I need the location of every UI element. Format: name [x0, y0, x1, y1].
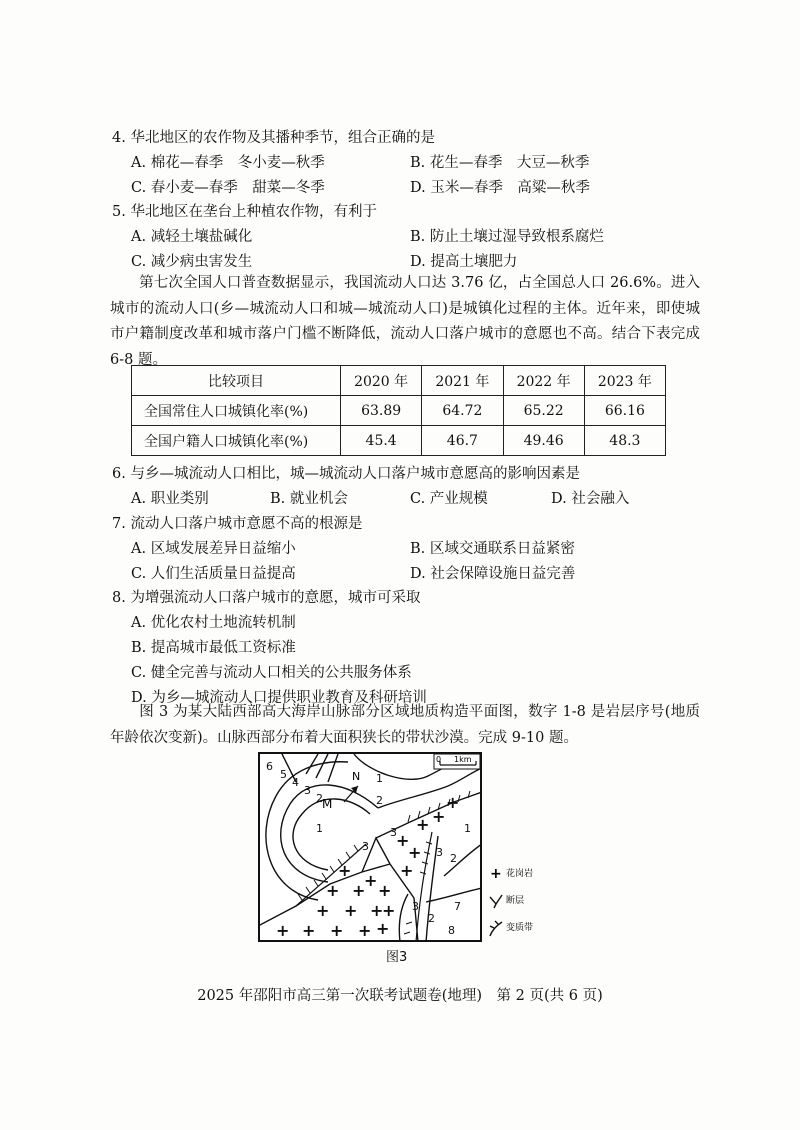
table-header-cell: 2023 年: [584, 366, 665, 396]
scale-label: 1km: [454, 755, 472, 764]
table-header-cell: 2022 年: [503, 366, 584, 396]
passage-population: [110, 271, 700, 373]
table-cell: 65.22: [503, 396, 584, 426]
north-label: N: [352, 770, 361, 783]
scale-zero: 0: [436, 755, 442, 764]
q8-option-b[interactable]: B. 提高城市最低工资标准: [131, 640, 296, 656]
q8-option-a[interactable]: A. 优化农村土地流转机制: [131, 615, 296, 631]
svg-text:+: +: [446, 793, 460, 812]
q4-stem: 4. 华北地区的农作物及其播种季节，组合正确的是: [112, 130, 435, 146]
q4-option-b[interactable]: B. 花生—春季 大豆—秋季: [410, 155, 590, 171]
table-cell: 66.16: [584, 396, 665, 426]
layer-label: 6: [266, 760, 273, 773]
layer-label: 7: [454, 900, 461, 913]
q8-option-c[interactable]: C. 健全完善与流动人口相关的公共服务体系: [131, 665, 412, 681]
layer-label: 5: [280, 768, 287, 781]
table-row: [132, 396, 666, 426]
svg-text:+: +: [408, 843, 422, 862]
q6-option-a[interactable]: A. 职业类别: [131, 491, 209, 507]
svg-text:+: +: [364, 871, 378, 890]
layer-label: 8: [448, 924, 455, 937]
svg-text:+: +: [378, 881, 392, 900]
fault-legend-icon: [490, 895, 502, 908]
q5-option-d[interactable]: D. 提高土壤肥力: [410, 254, 518, 270]
layer-label: 1: [316, 822, 323, 835]
svg-text:+: +: [400, 861, 414, 880]
layer-label: 3: [436, 846, 443, 859]
legend-metamorphic: 变质带: [506, 923, 534, 933]
table-cell: 全国常住人口城镇化率(%): [132, 396, 341, 426]
svg-text:+: +: [396, 831, 410, 850]
layer-label: 3: [390, 826, 397, 839]
svg-text:+: +: [382, 901, 396, 920]
layer-label: 2: [316, 792, 323, 805]
svg-text:+: +: [432, 807, 446, 826]
q8-stem: 8. 为增强流动人口落户城市的意愿，城市可采取: [112, 590, 421, 606]
q7-option-a[interactable]: A. 区域发展差异日益缩小: [131, 541, 296, 557]
q7-stem: 7. 流动人口落户城市意愿不高的根源是: [112, 516, 363, 532]
q4-option-d[interactable]: D. 玉米—春季 高粱—秋季: [410, 180, 590, 196]
layer-label: 2: [376, 794, 383, 807]
svg-text:+: +: [302, 921, 316, 940]
layer-label: 2: [450, 852, 457, 865]
legend-granite: 花岗岩: [506, 869, 534, 879]
q4-option-a[interactable]: A. 棉花—春季 冬小麦—秋季: [131, 155, 325, 171]
q7-option-d[interactable]: D. 社会保障设施日益完善: [410, 566, 576, 582]
q6-option-d[interactable]: D. 社会融入: [551, 491, 630, 507]
svg-text:+: +: [276, 921, 290, 940]
q6-stem: 6. 与乡—城流动人口相比，城—城流动人口落户城市意愿高的影响因素是: [112, 466, 580, 482]
table-header-row: [132, 366, 666, 396]
passage-population-text: 第七次全国人口普查数据显示，我国流动人口达 3.76 亿，占全国总人口 26.6%。进入城市的流动人口(乡—城流动人口和城—城流动人口)是城镇化过程的主体。近年来，即使城市户籍制度改革和城市落户门槛不断降低，流动人口落户城市的意愿也不高。结合下表完成 6-8 题。: [110, 275, 700, 368]
svg-text:+: +: [330, 921, 344, 940]
svg-text:+: +: [316, 901, 330, 920]
q6-option-b[interactable]: B. 就业机会: [270, 491, 348, 507]
map-legend: [490, 866, 533, 936]
scale-bar: [434, 754, 480, 769]
q5-option-c[interactable]: C. 减少病虫害发生: [131, 254, 253, 270]
page-footer: 2025 年邵阳市高三第一次联考试题卷(地理) 第 2 页(共 6 页): [197, 988, 603, 1004]
q5-stem: 5. 华北地区在垄台上种植农作物，有利于: [112, 204, 377, 220]
table-cell: 49.46: [503, 426, 584, 456]
layer-label: 3: [362, 840, 369, 853]
layer-label: 1: [464, 822, 471, 835]
passage-geology-text: 图 3 为某大陆西部高大海岸山脉部分区域地质构造平面图，数字 1-8 是岩层序号(地质年龄依次变新)。山脉西部分布着大面积狭长的带状沙漠。完成 9-10 题。: [110, 704, 700, 746]
layer-label: 3: [304, 784, 311, 797]
q6-option-c[interactable]: C. 产业规模: [410, 491, 488, 507]
svg-text:+: +: [338, 861, 352, 880]
svg-text:+: +: [326, 881, 340, 900]
table-cell: 全国户籍人口城镇化率(%): [132, 426, 341, 456]
table-cell: 45.4: [341, 426, 422, 456]
granite-legend-icon: +: [490, 866, 502, 882]
q4-option-c[interactable]: C. 春小麦—春季 甜菜—冬季: [131, 180, 325, 196]
table-header-cell: 2020 年: [341, 366, 422, 396]
svg-text:+: +: [352, 881, 366, 900]
table-header-cell: 2021 年: [422, 366, 503, 396]
layer-label: 2: [428, 912, 435, 925]
layer-label: 3: [412, 900, 419, 913]
table-cell: 46.7: [422, 426, 503, 456]
urbanization-table: [131, 365, 666, 456]
q5-option-b[interactable]: B. 防止土壤过湿导致根系腐烂: [410, 229, 604, 245]
metamorphic-legend-icon: [490, 921, 502, 936]
q5-option-a[interactable]: A. 减轻土壤盐碱化: [131, 229, 253, 245]
table-header-cell: 比较项目: [132, 366, 341, 396]
svg-text:+: +: [370, 901, 384, 920]
q7-option-c[interactable]: C. 人们生活质量日益提高: [131, 566, 296, 582]
table-cell: 48.3: [584, 426, 665, 456]
svg-text:+: +: [416, 815, 430, 834]
table-cell: 63.89: [341, 396, 422, 426]
svg-text:+: +: [376, 919, 390, 938]
q8-option-d[interactable]: D. 为乡—城流动人口提供职业教育及科研培训: [131, 690, 427, 706]
svg-text:+: +: [344, 901, 358, 920]
layer-label: 4: [292, 776, 299, 789]
passage-geology: [110, 700, 700, 751]
q7-option-b[interactable]: B. 区域交通联系日益紧密: [410, 541, 575, 557]
figure-caption: 图3: [386, 950, 408, 965]
svg-text:+: +: [358, 921, 372, 940]
legend-fault: 断层: [506, 896, 525, 906]
geologic-map-figure: [258, 752, 548, 944]
layer-label: 1: [376, 772, 383, 785]
table-row: [132, 426, 666, 456]
point-m-label: M: [322, 797, 333, 811]
table-cell: 64.72: [422, 396, 503, 426]
